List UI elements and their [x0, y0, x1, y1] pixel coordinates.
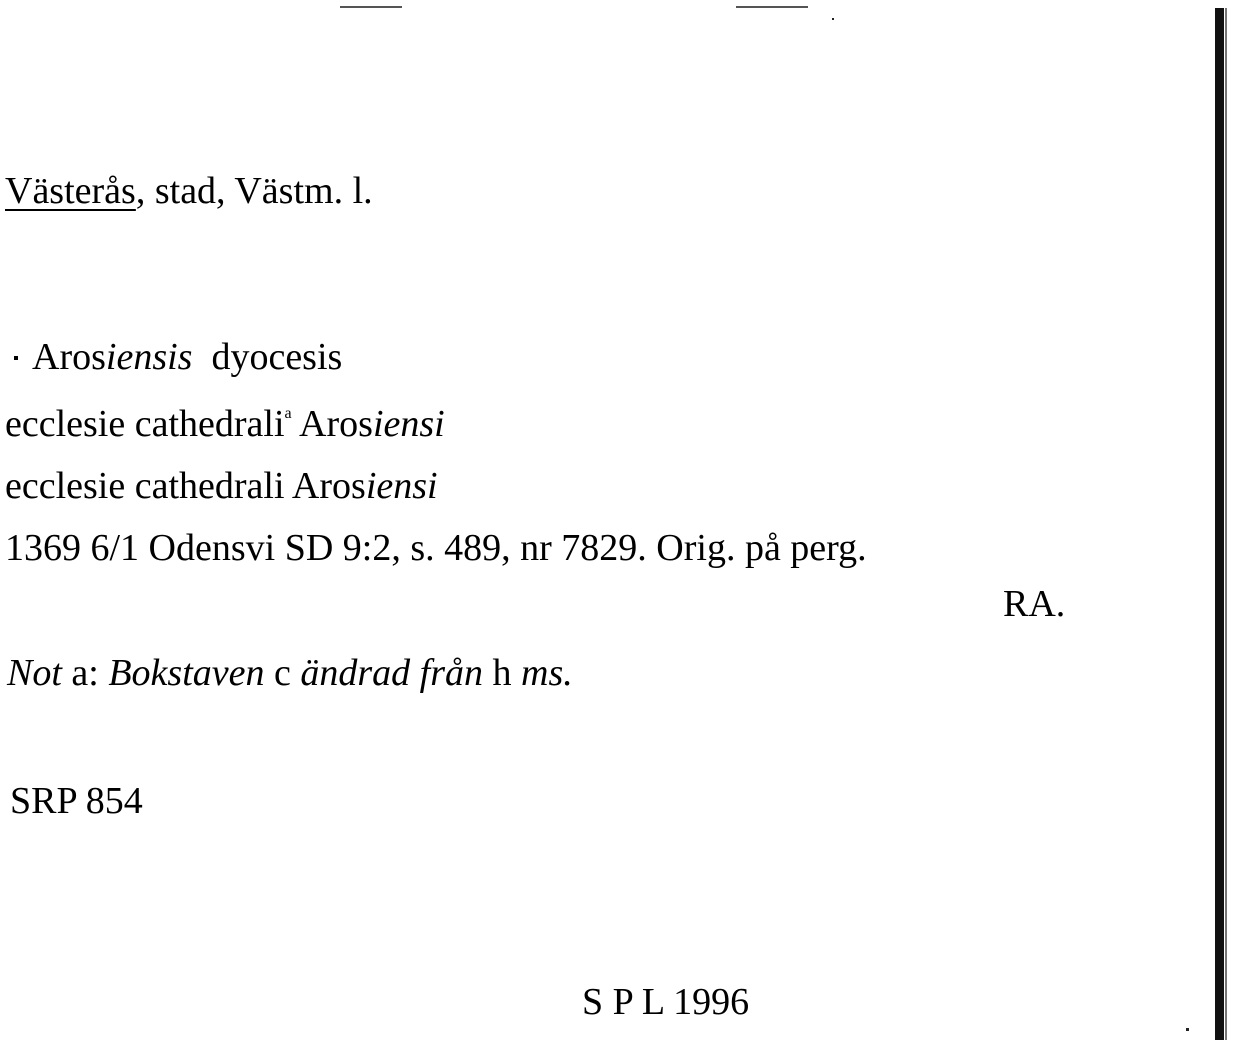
- form-tail: dyocesis: [192, 336, 343, 378]
- scan-artifact: [736, 6, 808, 8]
- scan-artifact: [832, 18, 834, 20]
- place-description: , stad, Västm. l.: [135, 170, 373, 212]
- form-line-3: [5, 467, 438, 505]
- form-italic: iensi: [372, 403, 445, 445]
- form-line-2: [5, 405, 445, 443]
- note-label: Not: [7, 652, 62, 694]
- heading-line: [5, 172, 373, 210]
- note-reference: a: [284, 405, 292, 422]
- footer-signature: S P L 1996: [582, 981, 750, 1023]
- form-italic: iensis: [105, 336, 193, 378]
- form-plain: Aros: [291, 403, 373, 445]
- note-line: [7, 654, 573, 692]
- srp-line: SRP 854: [10, 780, 143, 822]
- note-letter: c: [264, 652, 301, 694]
- archive-line: RA.: [1003, 583, 1066, 625]
- form-line-1: [32, 338, 342, 376]
- note-text: ändrad från: [300, 652, 484, 694]
- note-text: Bokstaven: [108, 652, 265, 694]
- scan-edge: [1215, 8, 1224, 1040]
- note-letter: h: [483, 652, 522, 694]
- note-ref: a:: [61, 652, 109, 694]
- form-italic: iensi: [365, 465, 438, 507]
- scan-edge: [1225, 8, 1227, 1040]
- note-text: ms.: [521, 652, 573, 694]
- source-line: 1369 6/1 Odensvi SD 9:2, s. 489, nr 7829. Orig. på perg.: [5, 527, 867, 569]
- form-plain: ecclesie cathedrali Aros: [5, 465, 366, 507]
- dot-marker: [14, 356, 18, 360]
- scan-artifact: [340, 6, 402, 8]
- scan-artifact: [1186, 1028, 1189, 1031]
- place-name: Västerås: [5, 170, 136, 212]
- form-plain: ecclesie cathedrali: [5, 403, 285, 445]
- form-plain: Aros: [32, 336, 106, 378]
